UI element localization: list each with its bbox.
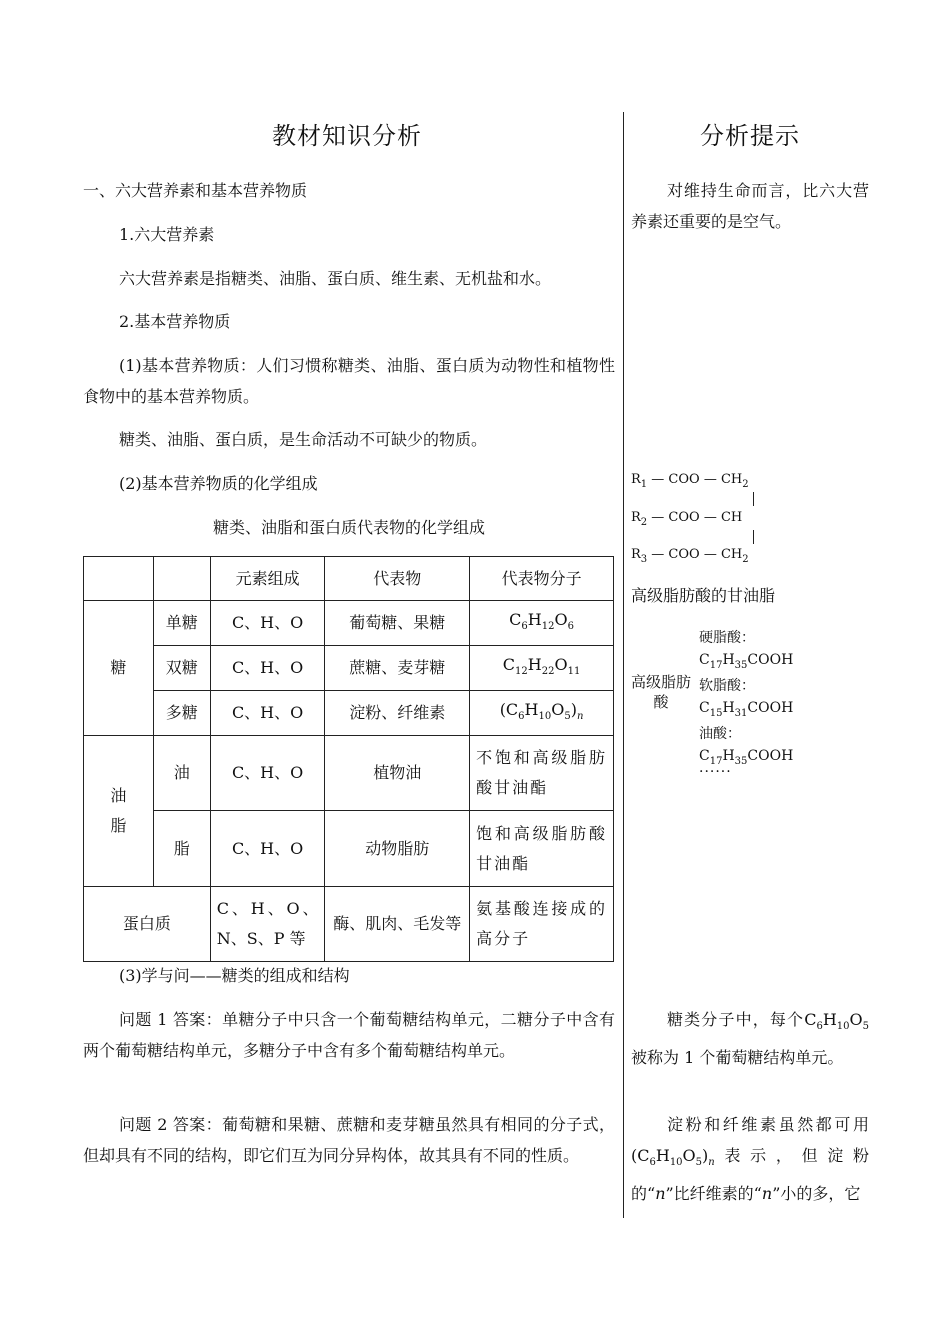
table-row xyxy=(84,811,614,887)
table-row xyxy=(84,691,614,736)
subtype-cell: 单糖 xyxy=(153,601,210,646)
fatty-acid-list xyxy=(699,628,793,784)
dotted-underline: ······ xyxy=(699,764,732,780)
elements-cell: C、H、O xyxy=(210,811,325,887)
oleic-acid-formula: $C_{17}H_{35}COOH$ xyxy=(699,747,794,767)
subsection-title-six-nutrients: 1.六大营养素 xyxy=(119,225,215,244)
group-oil-fat xyxy=(84,736,154,887)
elements-cell: C、H、O xyxy=(210,601,325,646)
subsection-title-basic-nutrients: 2.基本营养物质 xyxy=(119,312,231,331)
basic-nutrients-importance: 糖类、油脂、蛋白质，是生命活动不可缺少的物质。 xyxy=(119,430,488,449)
examples-cell: 蔗糖、麦芽糖 xyxy=(325,646,470,691)
group-oil-fat-label: 油脂 xyxy=(110,786,127,835)
right-column-title: 分析提示 xyxy=(700,122,800,150)
note-starch-suffix: ”小的多，它 xyxy=(772,1184,861,1203)
section-title-nutrients: 一、六大营养素和基本营养物质 xyxy=(83,181,308,200)
note-glucose-unit: 糖类分子中，每个$C_6H_{10}O_5$被称为 1 个葡萄糖结构单元。 xyxy=(631,1010,869,1067)
table-caption: 糖类、油脂和蛋白质代表物的化学组成 xyxy=(212,518,485,537)
study-question-title: (3)学与问——糖类的组成和结构 xyxy=(119,966,350,985)
examples-cell: 葡萄糖、果糖 xyxy=(325,601,470,646)
examples-cell: 植物油 xyxy=(325,736,470,811)
note-starch-n2: n xyxy=(761,1184,773,1203)
group-sugar: 糖 xyxy=(84,601,154,736)
elements-cell: C、H、O xyxy=(210,736,325,811)
header-empty-cell xyxy=(84,557,154,601)
table-header-row xyxy=(84,557,614,601)
left-column-title: 教材知识分析 xyxy=(272,122,422,150)
composition-table xyxy=(83,556,614,962)
fatty-acid-label: 高级脂肪酸 xyxy=(631,673,692,711)
table-row xyxy=(84,736,614,811)
examples-cell: 动物脂肪 xyxy=(325,811,470,887)
note-glucose-unit-suffix: 被称为 1 个葡萄糖结构单元。 xyxy=(631,1048,844,1067)
molecule-cell: 饱和高级脂肪酸甘油酯 xyxy=(470,811,614,887)
note-starch-cellulose: 淀粉和纤维素虽然都可用$(C_6H_{10}O_5)_n$表示，但淀粉的“n”比纤维素的“n”小的多，它 xyxy=(631,1115,869,1203)
chemical-composition-title: (2)基本营养物质的化学组成 xyxy=(119,474,318,493)
subtype-cell: 多糖 xyxy=(153,691,210,736)
oleic-acid-label: 油酸： xyxy=(699,726,741,742)
elements-cell: C、H、O xyxy=(210,691,325,736)
table-row xyxy=(84,887,614,962)
molecule-formula-polysaccharide: $(C_6H_{10}O_5)_n$ xyxy=(470,691,614,736)
header-examples: 代表物 xyxy=(325,557,470,601)
note-starch-mid2: ”比纤维素的“ xyxy=(665,1184,762,1203)
palmitic-acid-formula: $C_{15}H_{31}COOH$ xyxy=(699,699,794,719)
molecule-cell: 氨基酸连接成的高分子 xyxy=(470,887,614,962)
answer-1: 问题 1 答案：单糖分子中只含一个葡萄糖结构单元，二糖分子中含有两个葡萄糖结构单元，多糖分子中含有多个葡萄糖结构单元。 xyxy=(83,1010,615,1060)
subtype-cell: 双糖 xyxy=(153,646,210,691)
six-nutrients-text: 六大营养素是指糖类、油脂、蛋白质、维生素、无机盐和水。 xyxy=(119,269,552,288)
note-starch-prefix: 淀粉和纤维素虽然都可用 xyxy=(667,1115,869,1134)
note-air: 对维持生命而言，比六大营养素还重要的是空气。 xyxy=(631,181,869,231)
molecule-formula-disaccharide: $C_{12}H_{22}O_{11}$ xyxy=(470,646,614,691)
note-glucose-unit-prefix: 糖类分子中，每个 xyxy=(667,1010,805,1029)
subtype-cell: 油 xyxy=(153,736,210,811)
elements-cell: C、H、O xyxy=(210,646,325,691)
basic-nutrients-definition: (1)基本营养物质：人们习惯称糖类、油脂、蛋白质为动物性和植物性食物中的基本营养物质。 xyxy=(83,356,615,406)
molecule-formula-monosaccharide: $C_6H_{12}O_6$ xyxy=(470,601,614,646)
table-row xyxy=(84,646,614,691)
examples-cell: 淀粉、纤维素 xyxy=(325,691,470,736)
header-elements: 元素组成 xyxy=(210,557,325,601)
glyceride-structure-formula: $R_1$ — COO — $CH_2$ $R_2$ — COO — CH $R_3$ — COO — $CH_2$ xyxy=(631,470,791,580)
glyceride-caption: 高级脂肪酸的甘油脂 xyxy=(631,586,776,605)
stearic-acid-label: 硬脂酸： xyxy=(699,630,755,646)
elements-cell: C、H、O、N、S、P 等 xyxy=(210,887,325,962)
answer-2: 问题 2 答案：葡萄糖和果糖、蔗糖和麦芽糖虽然具有相同的分子式，但却具有不同的结构，即它们互为同分异构体，故其具有不同的性质。 xyxy=(83,1115,615,1165)
header-empty-cell xyxy=(153,557,210,601)
palmitic-acid-label: 软脂酸： xyxy=(699,678,755,694)
note-starch-n1: n xyxy=(655,1184,666,1203)
stearic-acid-formula: $C_{17}H_{35}COOH$ xyxy=(699,651,794,671)
table-row xyxy=(84,601,614,646)
subtype-cell: 脂 xyxy=(153,811,210,887)
header-molecule: 代表物分子 xyxy=(470,557,614,601)
column-divider xyxy=(623,112,624,1218)
molecule-cell: 不饱和高级脂肪酸甘油酯 xyxy=(470,736,614,811)
examples-cell: 酶、肌肉、毛发等 xyxy=(325,887,470,962)
group-protein: 蛋白质 xyxy=(84,887,211,962)
note-starch-mid: 表示，但淀粉的“ xyxy=(631,1146,869,1203)
